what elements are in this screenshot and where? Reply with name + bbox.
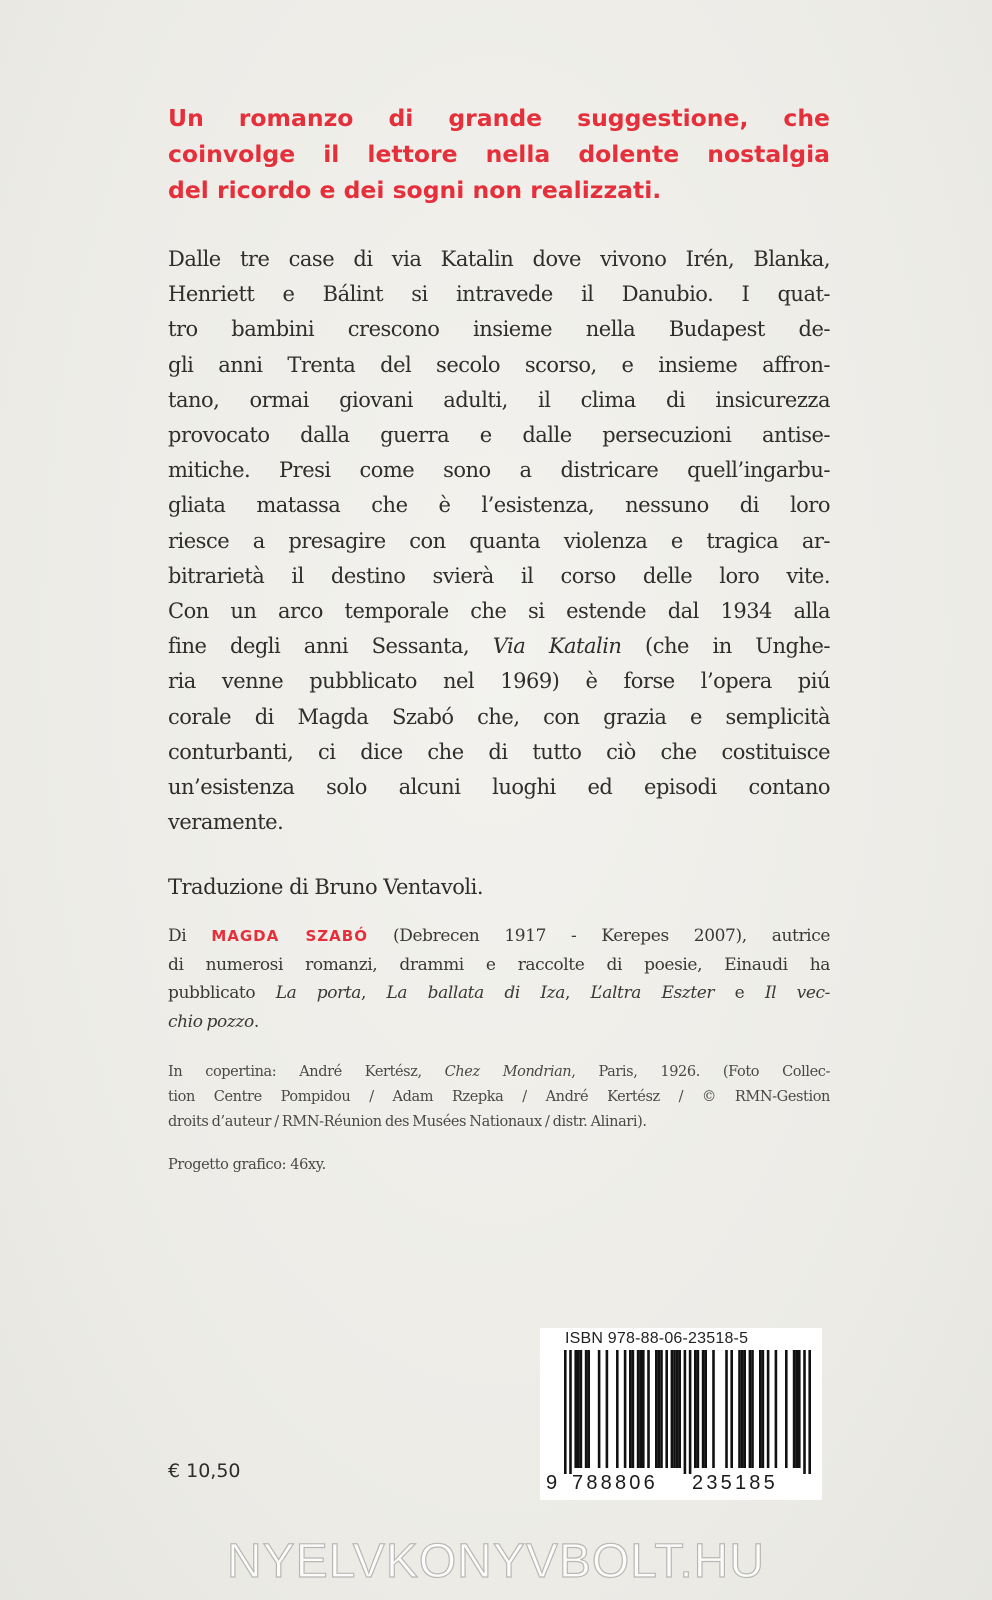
synopsis-line: ria venne pubblicato nel 1969) è forse l’opera piú <box>168 669 830 694</box>
synopsis <box>168 242 830 840</box>
price: € 10,50 <box>168 1460 241 1482</box>
work-title: chio pozzo <box>168 1011 254 1032</box>
barcode-digits-right: 235185 <box>692 1472 778 1494</box>
barcode-bar <box>624 1350 627 1468</box>
bio-text: (Debrecen 1917 - Kerepes 2007), autrice <box>367 926 831 946</box>
synopsis-line: tano, ormai giovani adulti, il clima di insicurezza <box>168 387 830 412</box>
bio-text: Di <box>168 926 212 946</box>
barcode-bar <box>629 1350 632 1468</box>
barcode-bar <box>751 1350 754 1468</box>
isbn-label: ISBN 978-88-06-23518-5 <box>565 1330 749 1347</box>
cover-credits <box>168 1060 830 1135</box>
barcode-bar <box>749 1350 752 1468</box>
barcode-bar <box>730 1350 733 1468</box>
synopsis-line: Dalle tre case di via Katalin dove vivono Irén, Blanka, <box>168 247 830 271</box>
barcode-bar <box>637 1350 640 1468</box>
barcode-bar <box>580 1350 583 1468</box>
work-title: La porta <box>275 983 362 1003</box>
barcode-bar <box>793 1350 796 1468</box>
barcode-bar <box>689 1350 692 1474</box>
credits-line <box>168 1060 830 1085</box>
author-name: MAGDA SZABÓ <box>211 927 368 945</box>
barcode-bar <box>585 1350 588 1468</box>
credits-line: droits d’auteur / RMN-Réunion des Musées Nationaux / distr. Alinari). <box>168 1114 647 1130</box>
synopsis-line: mitiche. Presi come sono a districare quell’ingarbu- <box>168 458 830 483</box>
barcode-bar <box>660 1350 663 1468</box>
barcode-bar <box>647 1350 650 1468</box>
barcode-bar <box>684 1350 687 1474</box>
barcode-bar <box>564 1350 567 1474</box>
artwork-title: Chez Mondrian <box>444 1064 572 1080</box>
synopsis-text: fine degli anni Sessanta, <box>168 634 470 659</box>
work-title: L’altra Eszter <box>590 983 715 1003</box>
barcode-bar <box>775 1350 778 1468</box>
barcode-bar <box>642 1350 645 1468</box>
barcode-bar <box>678 1350 681 1468</box>
barcode-bar <box>655 1350 658 1468</box>
barcode-bar <box>697 1350 700 1468</box>
synopsis-line: gli anni Trenta del secolo scorso, e insieme affron- <box>168 352 830 377</box>
barcode-bar <box>673 1350 676 1468</box>
book-title: Via Katalin <box>492 634 622 659</box>
barcode-bar <box>759 1350 762 1468</box>
author-bio-line <box>168 1008 830 1037</box>
barcode-bar <box>808 1350 811 1474</box>
design-credit: Progetto grafico: 46xy. <box>168 1157 326 1173</box>
synopsis-line: riesce a presagire con quanta violenza e tragica ar- <box>168 528 830 553</box>
synopsis-line: un’esistenza solo alcuni luoghi ed episodi contano <box>168 775 830 800</box>
work-title: Il vec- <box>764 983 830 1003</box>
tagline-line: Un romanzo di grande suggestione, che <box>168 104 830 132</box>
barcode-bar <box>743 1350 746 1468</box>
bio-text: , <box>361 983 387 1003</box>
barcode-bar <box>574 1350 577 1468</box>
credits-text: In copertina: André Kertész, <box>168 1064 445 1080</box>
barcode-bar <box>606 1350 609 1468</box>
barcode-bar <box>577 1350 580 1468</box>
barcode-bar <box>632 1350 635 1468</box>
synopsis-line: provocato dalla guerra e dalle persecuzioni antise- <box>168 423 830 448</box>
work-title: La ballata di Iza <box>386 983 565 1003</box>
barcode-bar <box>694 1350 697 1468</box>
barcode-bar <box>639 1350 642 1468</box>
barcode-digits-left: 788806 <box>572 1472 658 1494</box>
isbn-barcode <box>540 1328 822 1500</box>
author-bio <box>168 922 830 1036</box>
synopsis-line: corale di Magda Szabó che, con grazia e semplicità <box>168 704 830 729</box>
barcode-bar <box>795 1350 798 1468</box>
barcode-bar <box>671 1350 674 1468</box>
credits-line: tion Centre Pompidou / Adam Rzepka / André Kertész / © RMN-Gestion <box>168 1089 830 1105</box>
barcode-bar <box>803 1350 806 1474</box>
barcode-bar <box>704 1350 707 1468</box>
barcode-bar <box>785 1350 788 1468</box>
tagline-line: coinvolge il lettore nella dolente nostalgia <box>168 140 830 168</box>
synopsis-line: veramente. <box>168 810 284 835</box>
barcode-bar <box>767 1350 770 1468</box>
author-bio-line <box>168 922 830 951</box>
barcode-digit-first: 9 <box>546 1472 561 1494</box>
watermark: NYELVKONYVBOLT.HU <box>226 1535 766 1588</box>
tagline <box>168 100 830 208</box>
synopsis-line: bitrarietà il destino svierà il corso delle loro vite. <box>168 563 830 588</box>
barcode-bar <box>738 1350 741 1468</box>
barcode-bar <box>702 1350 705 1468</box>
barcode-bar <box>587 1350 590 1468</box>
author-bio-line <box>168 979 830 1008</box>
barcode-bar <box>616 1350 619 1468</box>
synopsis-text: (che in Unghe- <box>621 634 830 659</box>
barcode-bar <box>712 1350 715 1468</box>
synopsis-line: tro bambini crescono insieme nella Budapest de- <box>168 317 830 342</box>
barcode-bar <box>725 1350 728 1468</box>
synopsis-line: Henriett e Bálint si intravede il Danubio. I quat- <box>168 282 830 307</box>
tagline-line: del ricordo e dei sogni non realizzati. <box>168 176 662 204</box>
author-bio-line: di numerosi romanzi, drammi e raccolte di poesie, Einaudi ha <box>168 954 830 975</box>
barcode-bar <box>762 1350 765 1468</box>
credits-text: , Paris, 1926. (Foto Collec- <box>571 1064 830 1080</box>
barcode-bar <box>676 1350 679 1468</box>
barcode-bar <box>569 1350 572 1474</box>
barcode-bar <box>741 1350 744 1468</box>
synopsis-line: gliata matassa che è l’esistenza, nessuno di loro <box>168 493 830 518</box>
bio-text: , <box>564 983 591 1003</box>
barcode-bars <box>540 1350 822 1474</box>
bio-text: . <box>253 1011 259 1032</box>
bio-text: e <box>714 983 765 1003</box>
barcode-bar <box>658 1350 661 1468</box>
barcode-bar <box>598 1350 601 1468</box>
synopsis-line: Con un arco temporale che si estende dal 1934 alla <box>168 599 830 624</box>
barcode-bar <box>665 1350 668 1468</box>
bio-text: pubblicato <box>168 983 276 1003</box>
barcode-bar <box>798 1350 801 1468</box>
synopsis-line <box>168 629 830 664</box>
synopsis-line: conturbanti, ci dice che di tutto ciò che costituisce <box>168 739 830 764</box>
translator-credit: Traduzione di Bruno Ventavoli. <box>168 875 484 899</box>
